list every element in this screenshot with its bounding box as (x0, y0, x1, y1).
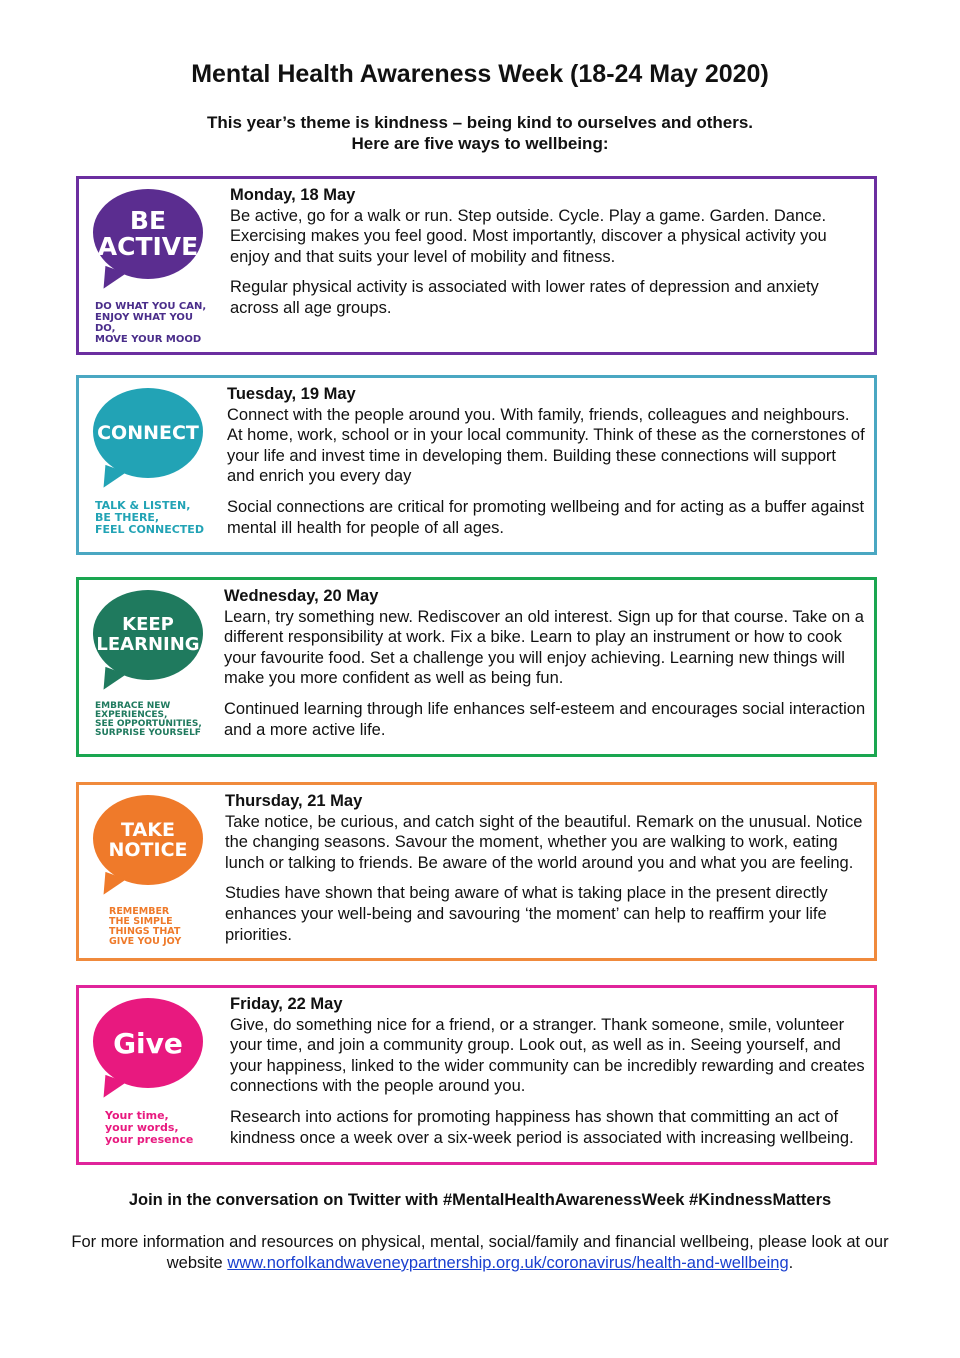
card-wednesday (76, 577, 877, 757)
subtitle-intro: Here are five ways to wellbeing: (351, 134, 609, 153)
card-paragraph: Studies have shown that being aware of what is taking place in the present directly enhances your well-being and savouring ‘the moment’ can help to reaffirm your life priorities. (225, 884, 828, 944)
card-text (230, 185, 870, 319)
connect-tagline: TALK & LISTEN, BE THERE, FEEL CONNECTED (95, 499, 204, 536)
day-heading: Monday, 18 May (230, 186, 356, 204)
card-paragraph: Give, do something nice for a friend, or a stranger. Thank someone, smile, volunteer your time, and join a community group. Look out, as well as in. Seeing yourself, and your happiness, linked to the wider community can be incredibly rewarding and creates connections with the people around you. (230, 1015, 865, 1096)
card-text (227, 384, 867, 538)
give-bubble-icon: Give (93, 998, 203, 1088)
card-thursday (76, 782, 877, 961)
take-notice-logo (85, 791, 215, 947)
card-text (225, 791, 875, 945)
connect-logo (85, 384, 215, 536)
card-tuesday (76, 375, 877, 555)
give-tagline: Your time, your words, your presence (105, 1109, 194, 1146)
be-active-logo (85, 185, 215, 345)
card-paragraph: Connect with the people around you. With family, friends, colleagues and neighbours. At home, work, school or in your local community. Think of these as the cornerstones of your life and invest time in developing them. Building these connections will support and enrich you every day (227, 405, 865, 486)
be-active-bubble-icon: BE ACTIVE (93, 189, 203, 279)
more-info (60, 1232, 900, 1274)
take-notice-bubble-icon: TAKE NOTICE (93, 795, 203, 885)
website-link[interactable]: www.norfolkandwaveneypartnership.org.uk/coronavirus/health-and-wellbeing (227, 1254, 789, 1272)
subtitle (0, 112, 960, 154)
card-paragraph: Take notice, be curious, and catch sight of the beautiful. Remark on the unusual. Notice the changing seasons. Savour the moment, whether you are walking to work, eating lunch or talking to friends. Be aware of the world around you and what you are feeling. (225, 812, 863, 872)
keep-learning-tagline: EMBRACE NEW EXPERIENCES, SEE OPPORTUNITIES, SURPRISE YOURSELF (95, 701, 202, 738)
connect-bubble-icon: CONNECT (93, 388, 203, 478)
twitter-call-to-action: Join in the conversation on Twitter with #MentalHealthAwarenessWeek #KindnessMatters (128, 1191, 832, 1209)
subtitle-theme: This year’s theme is kindness – being kind to ourselves and others. (206, 113, 754, 132)
give-logo (85, 994, 215, 1146)
card-text (230, 994, 870, 1148)
card-text (224, 586, 874, 740)
card-paragraph: Be active, go for a walk or run. Step outside. Cycle. Play a game. Garden. Dance. Exercising makes you feel good. Most importantly, discover a physical activity you enjoy and that suits your level of mobility and fitness. (230, 206, 827, 266)
day-heading: Friday, 22 May (230, 995, 343, 1013)
day-heading: Wednesday, 20 May (224, 587, 379, 605)
card-paragraph: Learn, try something new. Rediscover an old interest. Sign up for that course. Take on a different responsibility at work. Fix a bike. Learn to play an instrument or how to cook your favourite food. Set a challenge you will enjoy achieving. Learning new things will make you more confident as well as being fun. (224, 607, 864, 688)
card-paragraph: Continued learning through life enhances self-esteem and encourages social interaction and a more active life. (224, 699, 866, 739)
take-notice-tagline: REMEMBER THE SIMPLE THINGS THAT GIVE YOU JOY (109, 906, 182, 947)
day-heading: Thursday, 21 May (225, 792, 363, 810)
keep-learning-logo (85, 586, 215, 738)
card-paragraph: Social connections are critical for promoting wellbeing and for acting as a buffer against mental ill health for people of all ages. (227, 497, 865, 537)
day-heading: Tuesday, 19 May (227, 385, 356, 403)
card-friday (76, 985, 877, 1165)
keep-learning-bubble-icon: KEEP LEARNING (93, 590, 203, 680)
page-title: Mental Health Awareness Week (18-24 May 2020) (191, 60, 769, 88)
more-info-text: For more information and resources on physical, mental, social/family and financial wellbeing, please look at our website (71, 1233, 889, 1272)
card-paragraph: Research into actions for promoting happiness has shown that committing an act of kindness once a week over a six-week period is associated with increasing wellbeing. (230, 1107, 854, 1147)
card-paragraph: Regular physical activity is associated with lower rates of depression and anxiety across all age groups. (230, 278, 819, 317)
more-info-end: . (788, 1254, 794, 1272)
be-active-tagline: DO WHAT YOU CAN, ENJOY WHAT YOU DO, MOVE YOUR MOOD (95, 301, 207, 345)
card-monday (76, 176, 877, 355)
